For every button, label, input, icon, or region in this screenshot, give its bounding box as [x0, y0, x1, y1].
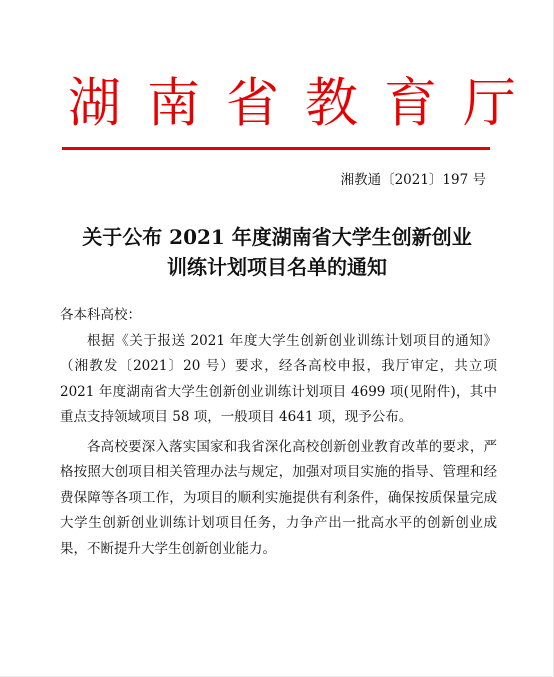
title-line-2: 训练计划项目名单的通知 — [167, 255, 387, 279]
document-title — [40, 222, 514, 282]
document-body — [60, 303, 497, 562]
document-number: 湘教通〔2021〕197 号 — [340, 172, 486, 188]
body-paragraph-1: 根据《关于报送 2021 年度大学生创新创业训练计划项目的通知》（湘教发〔2021〕20 号）要求，经各高校申报，我厅审定，共立项 2021 年度湖南省大学生创新创业训练计划项目 4699 项(见附件)，其中重点支持领域项目 58 项，一般项目 4641 项，现予公布。 — [60, 332, 497, 425]
masthead-red-rule — [62, 147, 490, 150]
body-paragraph-2: 各高校要深入落实国家和我省深化高校创新创业教育改革的要求，严格按照大创项目相关管理办法与规定，加强对项目实施的指导、管理和经费保障等各项工作，为项目的顺利实施提供有利条件，确保按质保量完成大学生创新创业训练计划项目任务，力争产出一批高水平的创新创业成果，不断提升大学生创新创业能力。 — [60, 438, 497, 557]
masthead-agency-name: 湖南省教育厅 — [68, 73, 542, 134]
title-line-1: 关于公布 2021 年度湖南省大学生创新创业 — [82, 225, 472, 249]
salutation: 各本科高校： — [60, 307, 141, 323]
